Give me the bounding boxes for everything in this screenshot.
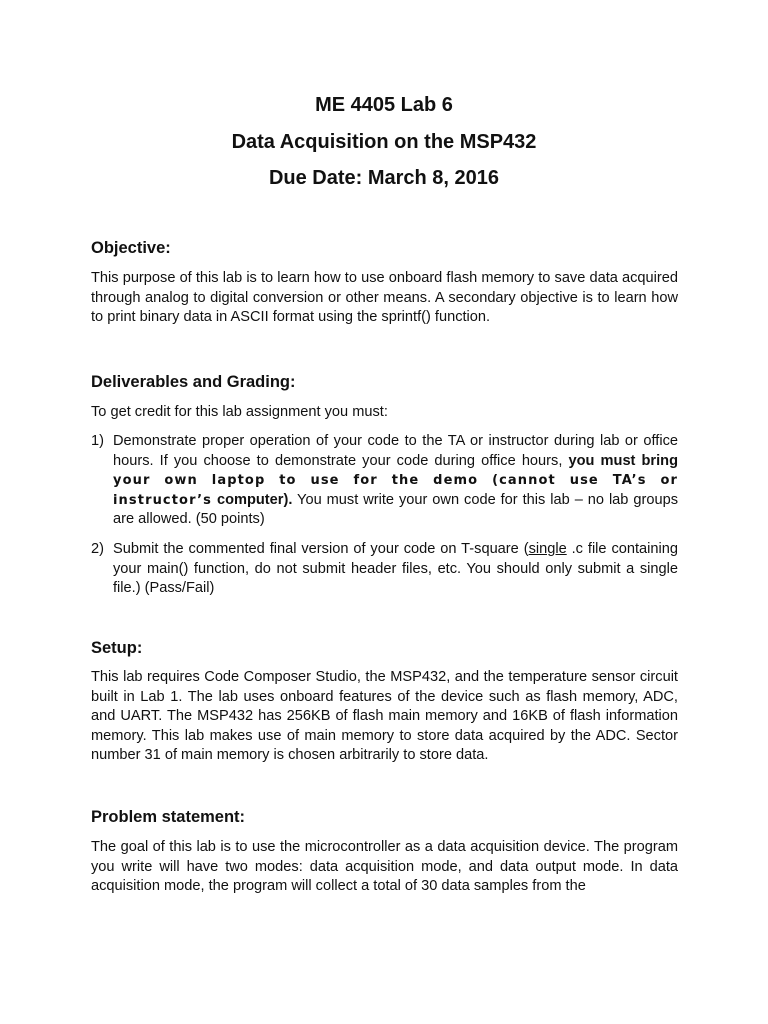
item2-underlined-word: single [528, 541, 567, 557]
item1-text-a: Demonstrate proper operation of your code to the TA or instructor during lab or office hours. If you choose to demonstrate your code during office hours, [113, 433, 678, 469]
deliverable-item-1 [91, 432, 678, 530]
list-text [113, 432, 678, 530]
problem-heading: Problem statement: [91, 808, 246, 826]
lab-subtitle: Data Acquisition on the MSP432 [231, 131, 537, 153]
problem-paragraph: The goal of this lab is to use the microcontroller as a data acquisition device. The program you write will have two modes: data acquisition mode, and data output mode. In data acquisition mode, the program will collect a total of 30 data samples from the [91, 839, 678, 895]
item2-text-a: Submit the commented final version of your code on T-square ( [113, 541, 529, 557]
list-number: 2) [91, 541, 104, 557]
item2-text-b: .c file containing your main() function, do not submit header files, etc. You should only submit a single file.) (Pass/Fail) [113, 541, 678, 597]
setup-heading: Setup: [91, 639, 143, 657]
course-title: ME 4405 Lab 6 [315, 94, 453, 116]
deliverables-intro: To get credit for this lab assignment you must: [91, 404, 388, 420]
objective-heading: Objective: [91, 239, 171, 257]
item1-bold-a: you must bring [568, 452, 678, 469]
item1-text-b: You must write your own code for this lab – no lab groups are allowed. (50 points) [113, 491, 678, 528]
list-number: 1) [91, 433, 104, 449]
due-date: Due Date: March 8, 2016 [268, 167, 500, 189]
setup-paragraph: This lab requires Code Composer Studio, the MSP432, and the temperature sensor circuit built in Lab 1. The lab uses onboard features of the device such as flash memory, ADC, and UART. The MSP432 has 256KB of flash main memory and 16KB of flash information memory. This lab makes use of main memory to store data acquired by the ADC. Sector number 31 of main memory is chosen arbitrarily to store data. [91, 669, 678, 764]
deliverables-heading: Deliverables and Grading: [91, 373, 296, 391]
deliverable-item-2 [91, 540, 678, 599]
objective-paragraph: This purpose of this lab is to learn how to use onboard flash memory to save data acquired through analog to digital conversion or other means. A secondary objective is to learn how to print binary data in ASCII format using the sprintf() function. [91, 270, 678, 326]
item1-bold-mono: your own laptop to use for the demo (cannot use TA’s or instructor’s [113, 473, 678, 508]
list-text [113, 540, 678, 599]
item1-bold-b: computer). [212, 491, 293, 508]
